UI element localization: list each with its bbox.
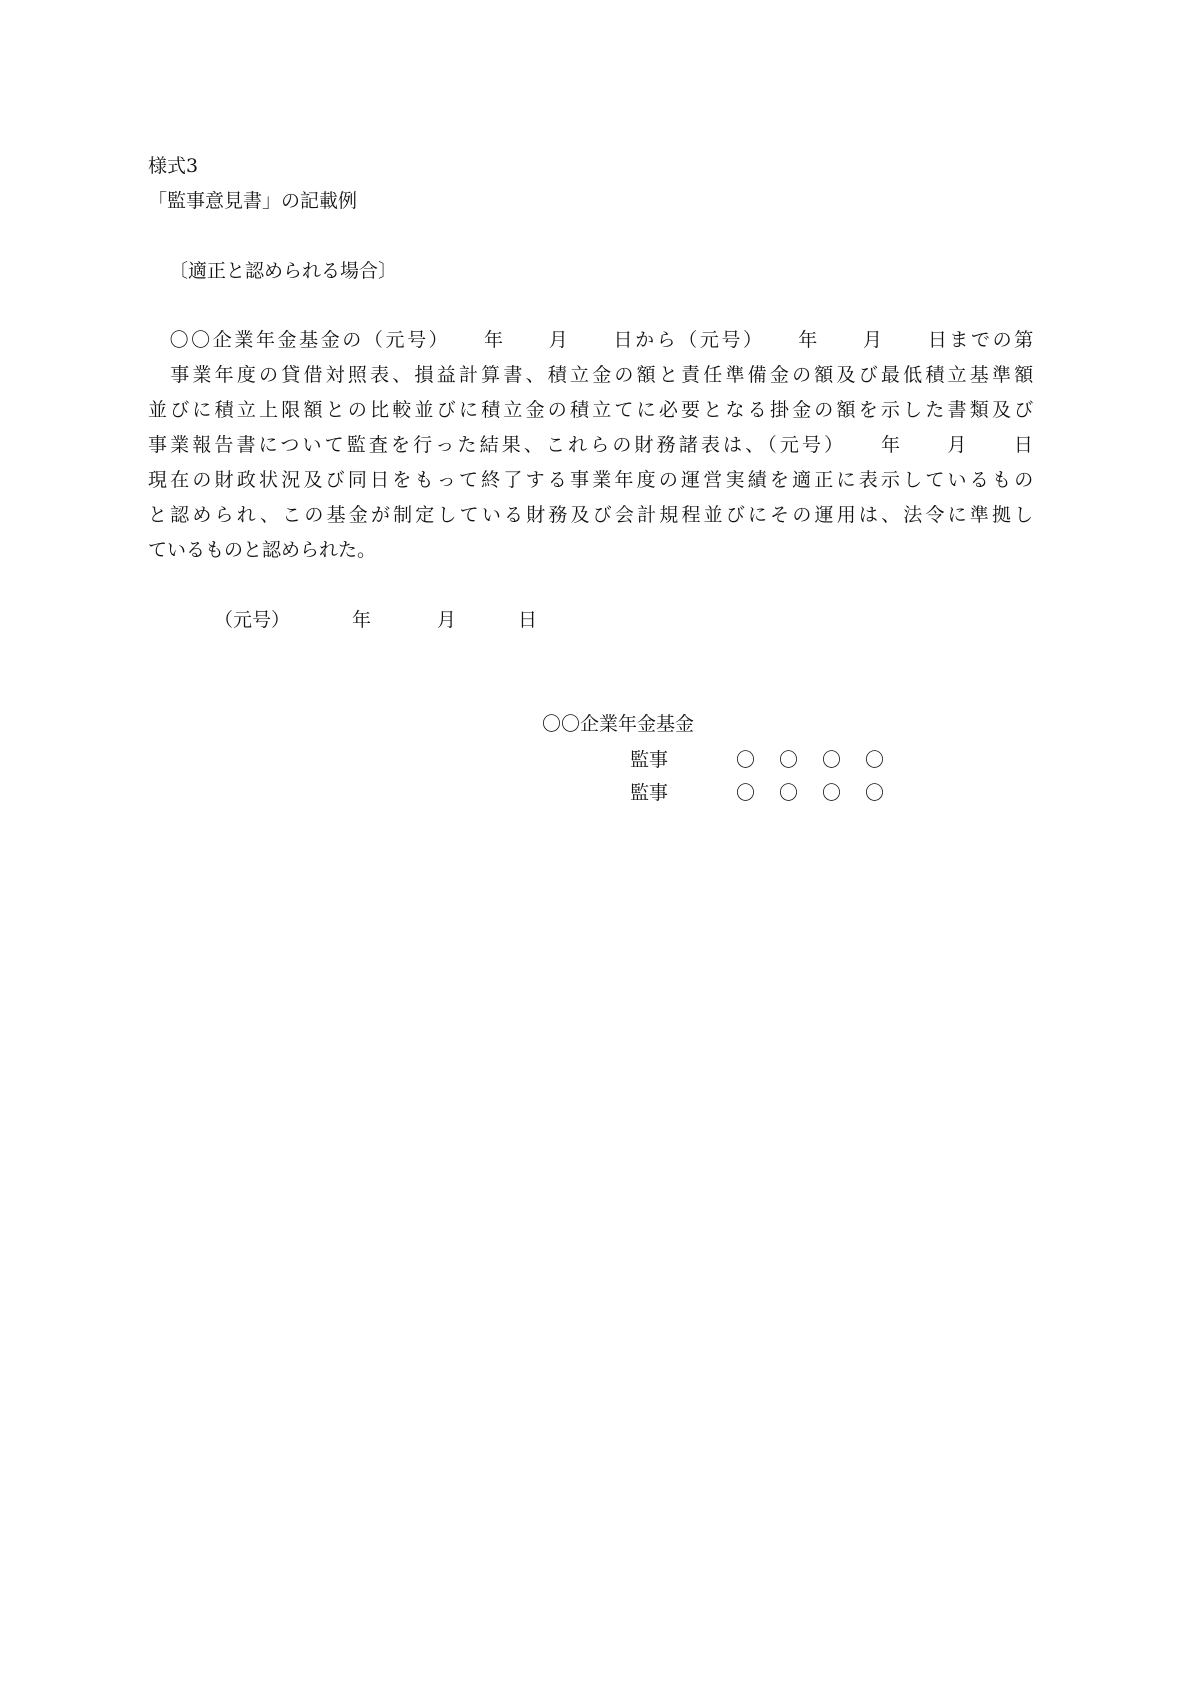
body-line-text: ているものと認められた。 [148, 539, 377, 561]
date-era: （元号） [214, 609, 291, 631]
body-line [148, 328, 1036, 363]
body-line [148, 503, 1037, 538]
body-line [148, 538, 1033, 573]
auditor-signature [630, 781, 908, 805]
body-line-text: 事業報告書について監査を行った結果、これらの財務諸表は、（元号） 年 月 日 [148, 434, 1036, 456]
date-day: 日 [518, 609, 538, 631]
body-line-text: 〇〇企業年金基金の（元号） 年 月 日から（元号） 年 月 日までの第 [148, 329, 1036, 351]
fund-name: 〇〇企業年金基金 [542, 713, 695, 735]
body-line [148, 363, 1037, 398]
auditor-name: 〇〇〇〇 [736, 749, 909, 771]
document-title: 「監事意見書」の記載例 [148, 190, 358, 212]
auditor-role: 監事 [630, 782, 669, 804]
auditor-signature [630, 748, 908, 772]
body-line [148, 433, 1036, 468]
body-line-text: と認められ、この基金が制定している財務及び会計規程並びにその運用は、法令に準拠し [148, 504, 1037, 526]
body-line [148, 468, 1037, 503]
date-month: 月 [437, 609, 457, 631]
body-line-text: 並びに積立上限額との比較並びに積立金の積立てに必要となる掛金の額を示した書類及び [148, 399, 1037, 421]
auditor-role: 監事 [630, 749, 669, 771]
body-line-text: 事業年度の貸借対照表、損益計算書、積立金の額と責任準備金の額及び最低積立基準額 [148, 364, 1037, 386]
case-heading: 〔適正と認められる場合〕 [169, 260, 398, 282]
body-paragraph [148, 328, 1037, 573]
auditor-name: 〇〇〇〇 [736, 782, 909, 804]
body-line-text: 現在の財政状況及び同日をもって終了する事業年度の運営実績を適正に表示しているもの [148, 469, 1037, 491]
form-number: 様式3 [148, 155, 199, 177]
date-line [214, 608, 537, 632]
date-year: 年 [352, 609, 372, 631]
body-line [148, 398, 1037, 433]
